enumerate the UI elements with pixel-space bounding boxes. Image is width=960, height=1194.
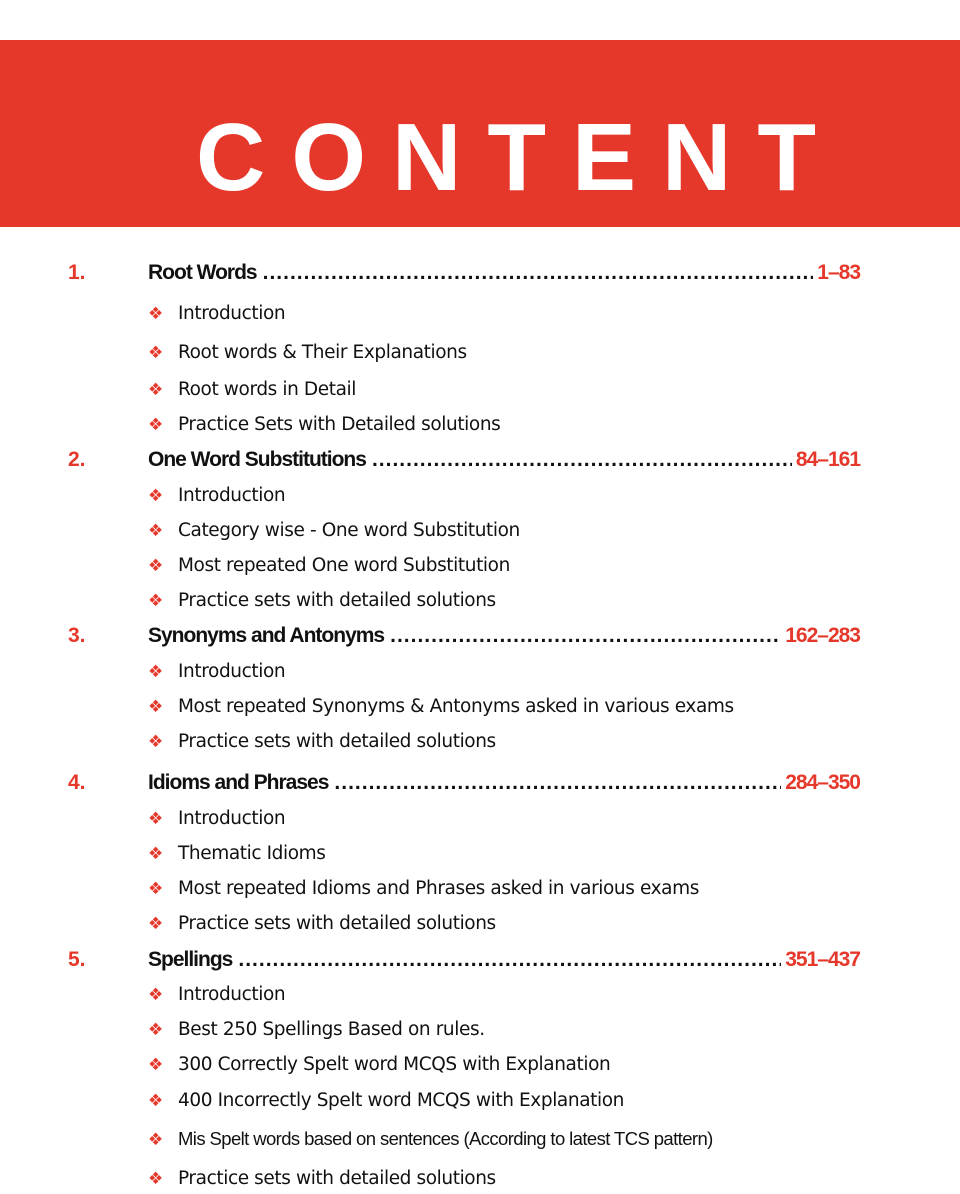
diamond-four-icon: ❖ <box>148 1055 164 1075</box>
toc-item-label: Practice Sets with Detailed solutions <box>178 414 501 435</box>
toc-item-label: Thematic Idioms <box>178 843 326 864</box>
page-range: 162–283 <box>785 624 860 647</box>
page-title: CONTENT <box>196 104 842 211</box>
toc-item-label: Best 250 Spellings Based on rules. <box>178 1019 485 1040</box>
toc-section-idioms-phrases[interactable] <box>0 767 960 799</box>
diamond-four-icon: ❖ <box>148 662 164 682</box>
toc-item[interactable] <box>148 410 500 440</box>
toc-item-label: Introduction <box>178 984 286 1005</box>
section-number: 5. <box>68 948 86 971</box>
toc-item-label: Introduction <box>178 661 286 682</box>
toc-item-label: Category wise - One word Substitution <box>178 520 520 541</box>
toc-item[interactable] <box>148 1015 485 1045</box>
toc-item[interactable] <box>148 1050 610 1080</box>
diamond-four-icon: ❖ <box>148 697 164 717</box>
toc-item[interactable] <box>148 299 285 329</box>
section-number: 1. <box>68 261 86 284</box>
toc-item-label: Most repeated Synonyms & Antonyms asked in various exams <box>178 696 734 717</box>
diamond-four-icon: ❖ <box>148 985 164 1005</box>
toc-item[interactable] <box>148 839 326 869</box>
diamond-four-icon: ❖ <box>148 1130 164 1149</box>
toc-item-label: Root words & Their Explanations <box>178 342 467 363</box>
toc-item[interactable] <box>148 586 496 616</box>
dot-leader <box>372 444 792 476</box>
toc-item-label: Mis Spelt words based on sentences (According to latest TCS pattern) <box>178 1128 713 1149</box>
toc-item[interactable] <box>148 804 285 834</box>
toc-section-synonyms-antonyms[interactable] <box>0 620 960 652</box>
section-number: 4. <box>68 771 86 794</box>
dot-leader <box>238 944 781 976</box>
toc-item[interactable] <box>148 909 496 939</box>
section-title: Root Words <box>148 261 257 284</box>
page-range: 284–350 <box>785 771 860 794</box>
diamond-four-icon: ❖ <box>148 415 164 435</box>
toc-item[interactable] <box>148 375 356 405</box>
diamond-four-icon: ❖ <box>148 732 164 752</box>
page-range: 84–161 <box>795 448 860 471</box>
diamond-four-icon: ❖ <box>148 1091 164 1111</box>
diamond-four-icon: ❖ <box>148 879 164 899</box>
toc-item[interactable] <box>148 1124 713 1154</box>
toc-item-label: Introduction <box>178 485 286 506</box>
toc-item-label: Most repeated Idioms and Phrases asked in various exams <box>178 878 699 899</box>
toc-item[interactable] <box>148 980 285 1010</box>
toc-item-label: Most repeated One word Substitution <box>178 555 510 576</box>
diamond-four-icon: ❖ <box>148 556 164 576</box>
toc-item-label: Introduction <box>178 303 286 324</box>
toc-item[interactable] <box>148 874 699 904</box>
diamond-four-icon: ❖ <box>148 914 164 934</box>
toc-item-label: Practice sets with detailed solutions <box>178 590 496 611</box>
toc-item[interactable] <box>148 692 734 722</box>
toc-item[interactable] <box>148 516 520 546</box>
toc-item-label: Root words in Detail <box>178 379 357 400</box>
dot-leader <box>263 257 814 289</box>
toc-item[interactable] <box>148 657 285 687</box>
section-number: 2. <box>68 448 86 471</box>
toc-item-label: 400 Incorrectly Spelt word MCQS with Explanation <box>178 1090 624 1111</box>
dot-leader <box>390 620 781 652</box>
section-title: Idioms and Phrases <box>148 771 329 794</box>
section-title: Spellings <box>148 948 233 971</box>
diamond-four-icon: ❖ <box>148 304 164 324</box>
toc-item[interactable] <box>148 481 285 511</box>
diamond-four-icon: ❖ <box>148 1169 164 1189</box>
toc-section-root-words[interactable] <box>0 257 960 289</box>
diamond-four-icon: ❖ <box>148 1020 164 1040</box>
toc-item[interactable] <box>148 338 467 368</box>
page-range: 351–437 <box>785 948 860 971</box>
toc-item-label: Practice sets with detailed solutions <box>178 913 496 934</box>
section-number: 3. <box>68 624 86 647</box>
section-title: One Word Substitutions <box>148 448 366 471</box>
section-title: Synonyms and Antonyms <box>148 624 385 647</box>
diamond-four-icon: ❖ <box>148 844 164 864</box>
toc-item-label: Practice sets with detailed solutions <box>178 1168 496 1189</box>
toc-item[interactable] <box>148 727 496 757</box>
diamond-four-icon: ❖ <box>148 380 164 400</box>
toc-item-label: 300 Correctly Spelt word MCQS with Explanation <box>178 1054 611 1075</box>
diamond-four-icon: ❖ <box>148 343 164 363</box>
toc-section-one-word-substitutions[interactable] <box>0 444 960 476</box>
toc-item[interactable] <box>148 551 510 581</box>
dot-leader <box>334 767 781 799</box>
diamond-four-icon: ❖ <box>148 591 164 611</box>
page-range: 1–83 <box>817 261 860 284</box>
toc-item-label: Introduction <box>178 808 286 829</box>
diamond-four-icon: ❖ <box>148 521 164 541</box>
toc-item[interactable] <box>148 1086 624 1116</box>
diamond-four-icon: ❖ <box>148 486 164 506</box>
diamond-four-icon: ❖ <box>148 809 164 829</box>
toc-item-label: Practice sets with detailed solutions <box>178 731 496 752</box>
toc-item[interactable] <box>148 1164 496 1194</box>
toc-section-spellings[interactable] <box>0 944 960 976</box>
